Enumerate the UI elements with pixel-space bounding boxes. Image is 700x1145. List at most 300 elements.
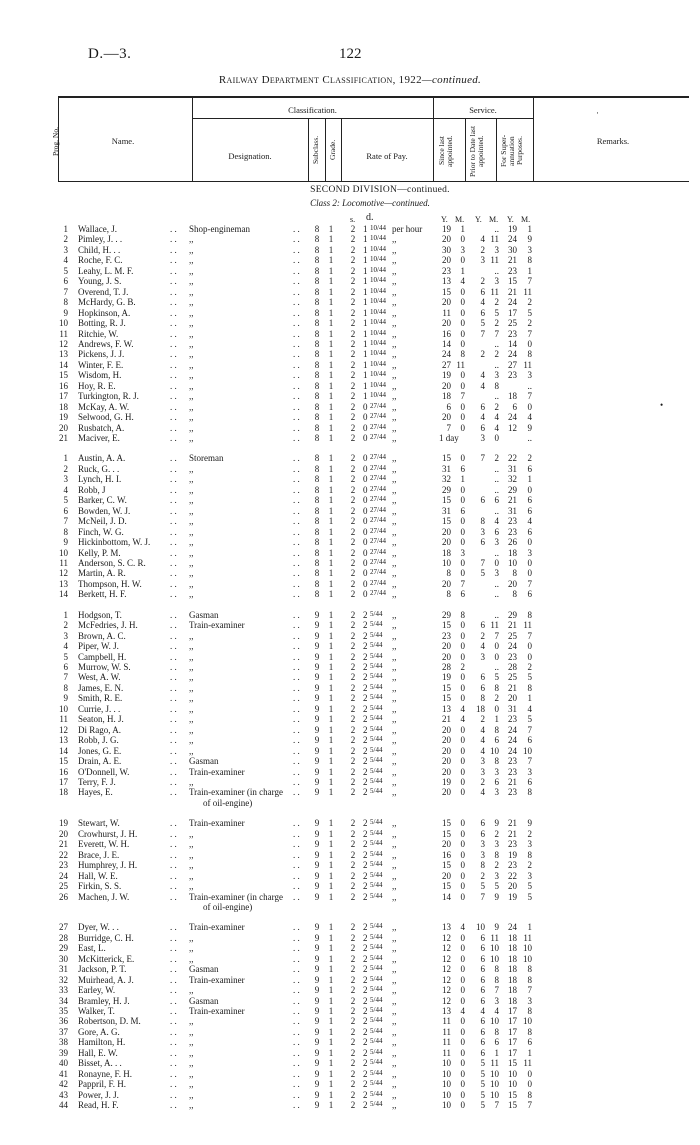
prior-years: 3	[480, 756, 485, 766]
rate-pence-fraction: 27/44	[370, 433, 386, 441]
since-last-years: 16	[442, 849, 451, 860]
prior-months: 3	[494, 766, 499, 777]
row-number: 40	[59, 1058, 68, 1069]
employee-name: Young, J. S.	[78, 276, 122, 287]
prior-years: 7	[480, 453, 485, 464]
rate-pence-fraction: 10/44	[370, 297, 386, 306]
prior-months: ..	[494, 484, 499, 495]
employee-name: Wallace, J.	[78, 224, 118, 234]
subclass: 8	[314, 224, 320, 234]
table-row	[0, 975, 700, 986]
designation: ,,	[189, 463, 194, 474]
leader-dots: . .	[170, 286, 177, 297]
since-last-months: 0	[460, 682, 465, 693]
rate-shillings: 2	[350, 578, 356, 589]
since-last-months: 0	[460, 495, 465, 506]
super-months: 6	[527, 1037, 532, 1048]
employee-name: Roche, F. C.	[78, 255, 123, 266]
rate-period: ,,	[392, 651, 397, 662]
subclass: 9	[314, 953, 320, 964]
prior-years: 7	[480, 328, 485, 339]
row-number: 30	[59, 953, 68, 964]
rate-pence: 0	[363, 412, 368, 423]
table-row	[0, 234, 700, 245]
row-number: 9	[63, 693, 68, 704]
leader-dots: . .	[170, 839, 177, 850]
super-months: 7	[527, 276, 532, 287]
employee-name: Crowhurst, J. H.	[78, 828, 138, 839]
rate-period: ,,	[392, 974, 397, 985]
leader-dots: . .	[170, 401, 177, 412]
rate-pence-fraction: 5/44	[370, 891, 383, 900]
table-row	[0, 892, 700, 903]
grade: 1	[328, 1089, 334, 1100]
rate-period: ,,	[392, 349, 397, 360]
designation: ,,	[189, 370, 194, 381]
rate-period: ,,	[392, 860, 397, 871]
since-last-years: 19	[442, 672, 451, 683]
since-last-months: 4	[460, 703, 465, 714]
rate-shillings: 2	[350, 735, 356, 746]
since-last-months: 0	[460, 1026, 465, 1037]
rate-shillings: 2	[350, 974, 356, 985]
designation: Train-examiner	[189, 620, 245, 631]
super-years: 24	[508, 735, 517, 746]
rate-shillings: 2	[350, 1037, 356, 1048]
prior-years: 6	[480, 286, 485, 297]
rate-pence: 2	[363, 995, 368, 1006]
table-row	[0, 349, 700, 360]
super-months: ..	[527, 433, 532, 443]
since-last-years: 10	[442, 1068, 451, 1079]
leader-dots: . .	[293, 891, 300, 902]
since-last-years: 20	[442, 756, 451, 766]
table-row	[0, 1037, 700, 1048]
grade: 1	[328, 682, 334, 693]
row-number: 3	[63, 630, 68, 641]
super-months: 5	[527, 307, 532, 318]
row-number: 10	[59, 703, 68, 714]
row-number: 14	[59, 745, 68, 756]
super-months: 4	[527, 516, 532, 527]
super-months: 7	[527, 578, 532, 589]
rate-pence-fraction: 5/44	[370, 766, 383, 775]
leader-dots: . .	[170, 1006, 177, 1016]
since-last-years: 20	[442, 870, 451, 881]
since-last-months: 0	[460, 339, 465, 349]
super-years: 21	[508, 828, 517, 839]
leader-dots: . .	[170, 1058, 177, 1069]
designation-continued: of oil-engine)	[203, 901, 253, 912]
rate-shillings: 2	[350, 724, 356, 735]
leader-dots: . .	[293, 318, 300, 329]
leader-dots: . .	[293, 714, 300, 725]
table-row	[0, 787, 700, 798]
leader-dots: . .	[170, 391, 177, 402]
employee-name: Walker, T.	[78, 1006, 115, 1016]
designation: ,,	[189, 1037, 194, 1048]
row-number: 7	[63, 286, 68, 297]
since-last-years: 20	[442, 787, 451, 798]
leader-dots: . .	[293, 995, 300, 1006]
rate-shillings: 2	[350, 359, 356, 370]
super-years: 18	[508, 974, 517, 985]
rate-shillings: 2	[350, 568, 356, 579]
rate-pence: 0	[363, 526, 368, 537]
subclass: 8	[314, 244, 320, 255]
designation: ,,	[189, 412, 194, 423]
rate-pence-fraction: 5/44	[370, 1079, 383, 1088]
col-subclass: Subclass.	[311, 135, 320, 165]
leader-dots: . .	[170, 380, 177, 391]
prior-years: 6	[480, 985, 485, 996]
rate-pence-fraction: 27/44	[370, 474, 386, 483]
prior-months: 3	[494, 870, 499, 881]
col-remarks: Remarks.	[596, 136, 630, 146]
grade: 1	[328, 703, 334, 714]
row-number: 5	[63, 651, 68, 662]
rate-period: ,,	[392, 578, 397, 589]
row-number: 20	[59, 828, 68, 839]
grade: 1	[328, 766, 334, 777]
super-months: 10	[523, 953, 532, 964]
rate-pence: 0	[363, 568, 368, 579]
rate-pence-fraction: 27/44	[370, 578, 386, 587]
rate-pence-fraction: 5/44	[370, 662, 383, 670]
prior-months: ..	[494, 578, 499, 589]
prior-months: 2	[494, 318, 499, 329]
rate-pence-fraction: 5/44	[370, 1058, 383, 1067]
leader-dots: . .	[170, 703, 177, 714]
rate-pence-fraction: 5/44	[370, 922, 383, 931]
since-last-years: 6	[446, 401, 451, 412]
since-last-months: 0	[460, 1037, 465, 1048]
rate-pence: 2	[363, 682, 368, 693]
since-last-months: 0	[460, 526, 465, 537]
row-number: 21	[59, 433, 68, 443]
row-number: 4	[63, 255, 68, 266]
rate-pence-fraction: 27/44	[370, 484, 386, 493]
rate-pence-fraction: 10/44	[370, 318, 386, 327]
super-years: 23	[508, 516, 517, 527]
table-row	[0, 881, 700, 892]
rate-pence-fraction: 5/44	[370, 787, 383, 796]
table-row	[0, 360, 700, 371]
rate-pence: 2	[363, 964, 368, 975]
rate-shillings: 2	[350, 985, 356, 996]
grade: 1	[328, 359, 334, 370]
grade: 1	[328, 974, 334, 985]
employee-name: Andrews, F. W.	[78, 339, 134, 349]
grade: 1	[328, 1100, 334, 1110]
since-last-months: 0	[460, 787, 465, 798]
since-last-years: 12	[442, 953, 451, 964]
subclass: 9	[314, 756, 320, 766]
row-number: 8	[63, 526, 68, 537]
employee-name: Machen, J. W.	[78, 891, 130, 902]
super-years: 23	[508, 265, 517, 276]
leader-dots: . .	[170, 526, 177, 537]
rate-pence: 0	[363, 495, 368, 506]
row-number: 7	[63, 672, 68, 683]
since-last-months: 7	[460, 391, 465, 402]
subclass: 8	[314, 276, 320, 287]
prior-years: 5	[480, 1100, 485, 1110]
rate-period: ,,	[392, 1006, 397, 1016]
since-last-months: 11	[456, 359, 465, 370]
employee-name: Finch, W. G.	[78, 526, 124, 537]
rate-period: ,,	[392, 265, 397, 276]
super-months: 1	[527, 693, 532, 704]
prior-years: 6	[480, 1037, 485, 1048]
subclass: 9	[314, 776, 320, 787]
since-last-months: 0	[460, 870, 465, 881]
leader-dots: . .	[170, 234, 177, 245]
leader-dots: . .	[170, 932, 177, 943]
rate-pence-fraction: 5/44	[370, 620, 383, 629]
since-last-months: 0	[460, 1047, 465, 1058]
rate-pence-fraction: 5/44	[370, 1016, 383, 1025]
grade: 1	[328, 922, 334, 933]
rate-pence: 2	[363, 756, 368, 766]
unit-months-3: M.	[521, 215, 531, 224]
prior-months: 5	[494, 672, 499, 683]
subclass: 9	[314, 651, 320, 662]
rate-period: ,,	[392, 839, 397, 850]
prior-years: 6	[480, 401, 485, 412]
leader-dots: . .	[170, 244, 177, 255]
leader-dots: . .	[170, 756, 177, 766]
table-row	[0, 683, 700, 694]
subclass: 9	[314, 735, 320, 746]
employee-name: Hall, W. E.	[78, 870, 118, 881]
row-number: 13	[59, 735, 68, 746]
since-last-months: 0	[460, 380, 465, 391]
table-row	[0, 620, 700, 631]
designation: ,,	[189, 318, 194, 329]
super-years: 21	[508, 495, 517, 506]
employee-name: Jones, G. E.	[78, 745, 122, 756]
since-last-years: 13	[442, 276, 451, 287]
rate-pence-fraction: 5/44	[370, 839, 383, 848]
leader-dots: . .	[293, 776, 300, 787]
rate-pence-fraction: 5/44	[370, 943, 383, 952]
col-classification: Classification.	[288, 105, 337, 115]
leader-dots: . .	[293, 1026, 300, 1037]
leader-dots: . .	[293, 818, 300, 829]
rate-shillings: 2	[350, 620, 356, 631]
rate-pence-fraction: 5/44	[370, 932, 383, 941]
grade: 1	[328, 391, 334, 402]
prior-years: 4	[480, 724, 485, 735]
rate-shillings: 2	[350, 484, 356, 495]
prior-years: 2	[480, 870, 485, 881]
rate-period: ,,	[392, 505, 397, 516]
subclass: 8	[314, 516, 320, 527]
leader-dots: . .	[170, 495, 177, 506]
grade: 1	[328, 630, 334, 641]
leader-dots: . .	[170, 849, 177, 860]
rate-pence: 1	[363, 276, 368, 287]
table-row	[0, 548, 700, 559]
grade: 1	[328, 1047, 334, 1058]
designation: Train-examiner	[189, 974, 245, 985]
rate-period: ,,	[392, 818, 397, 829]
leader-dots: . .	[293, 953, 300, 964]
since-last-years: 12	[442, 985, 451, 996]
since-last-years: 20	[442, 234, 451, 245]
rate-pence-fraction: 27/44	[370, 547, 386, 556]
super-months: 0	[527, 1079, 532, 1090]
leader-dots: . .	[293, 547, 300, 558]
designation: ,,	[189, 380, 194, 391]
subclass: 8	[314, 463, 320, 474]
table-row	[0, 255, 700, 266]
row-number: 25	[59, 881, 68, 891]
leader-dots: . .	[293, 1068, 300, 1079]
since-last-months: 0	[460, 641, 465, 652]
prior-months: 5	[494, 307, 499, 318]
grade: 1	[328, 255, 334, 266]
super-years: 21	[508, 286, 517, 297]
rate-pence-fraction: 5/44	[370, 735, 383, 744]
prior-months: 4	[494, 412, 499, 423]
since-last-months: 6	[460, 589, 465, 600]
employee-name: Wisdom, H.	[78, 370, 122, 381]
row-number: 5	[63, 495, 68, 506]
row-number: 18	[59, 401, 68, 412]
row-number: 39	[59, 1047, 68, 1058]
rate-period: ,,	[392, 495, 397, 506]
rate-pence-fraction: 5/44	[370, 724, 383, 733]
rate-pence-fraction: 5/44	[370, 1047, 383, 1056]
employee-name: Brace, J. E.	[78, 849, 120, 860]
rate-shillings: 2	[350, 682, 356, 693]
since-last-years: 11	[442, 1016, 451, 1027]
rate-pence: 2	[363, 672, 368, 683]
subclass: 8	[314, 359, 320, 370]
subclass: 9	[314, 1079, 320, 1090]
table-row	[0, 829, 700, 840]
designation: Train-examiner	[189, 1006, 245, 1016]
table-row	[0, 516, 700, 527]
leader-dots: . .	[293, 265, 300, 276]
prior-months: 9	[494, 818, 499, 829]
table-row	[0, 485, 700, 496]
since-last-years: 10	[442, 1089, 451, 1100]
since-last-months: 0	[460, 766, 465, 777]
rate-shillings: 2	[350, 463, 356, 474]
table-row	[0, 297, 700, 308]
since-last-years: 12	[442, 943, 451, 954]
rate-pence: 2	[363, 703, 368, 714]
leader-dots: . .	[170, 818, 177, 829]
rate-period: ,,	[392, 1026, 397, 1037]
rate-shillings: 2	[350, 891, 356, 902]
grade: 1	[328, 297, 334, 308]
subclass: 8	[314, 307, 320, 318]
super-years: 23	[508, 756, 517, 766]
prior-months: 8	[494, 964, 499, 975]
since-last-months: 0	[460, 537, 465, 547]
since-last-months: 0	[460, 881, 465, 891]
super-years: 12	[508, 422, 517, 433]
rate-shillings: 2	[350, 255, 356, 266]
super-years: 17	[508, 1016, 517, 1027]
subclass: 8	[314, 495, 320, 506]
grade: 1	[328, 870, 334, 881]
rate-pence-fraction: 5/44	[370, 609, 383, 618]
rate-pence: 0	[363, 463, 368, 474]
super-months: 10	[523, 1016, 532, 1027]
table-row	[0, 391, 700, 402]
since-last-years: 19	[442, 776, 451, 787]
since-last-months: 0	[460, 672, 465, 683]
rate-pence-fraction: 5/44	[370, 849, 383, 858]
rate-pence: 2	[363, 932, 368, 943]
subclass: 8	[314, 505, 320, 516]
rate-shillings: 2	[350, 422, 356, 433]
rate-pence: 1	[363, 234, 368, 245]
table-row	[0, 693, 700, 704]
super-years: 18	[508, 953, 517, 964]
designation: ,,	[189, 849, 194, 860]
rate-period: ,,	[392, 463, 397, 474]
since-last-months: 0	[460, 318, 465, 329]
grade: 1	[328, 714, 334, 725]
rate-shillings: 2	[350, 547, 356, 558]
grade: 1	[328, 828, 334, 839]
row-number: 21	[59, 839, 68, 850]
rate-pence-fraction: 5/44	[370, 995, 383, 1004]
leader-dots: . .	[170, 985, 177, 996]
rate-shillings: 2	[350, 453, 356, 464]
since-last-years: 15	[442, 682, 451, 693]
designation: ,,	[189, 1026, 194, 1037]
leader-dots: . .	[293, 370, 300, 381]
leader-dots: . .	[170, 328, 177, 339]
table-row	[0, 1058, 700, 1069]
designation: ,,	[189, 495, 194, 506]
leader-dots: . .	[170, 745, 177, 756]
leader-dots: . .	[170, 1016, 177, 1027]
prior-months: 8	[494, 380, 499, 391]
rate-pence: 0	[363, 401, 368, 412]
since-last-months: 1	[460, 265, 465, 276]
rate-period: ,,	[392, 276, 397, 287]
designation: ,,	[189, 881, 194, 891]
table-row	[0, 641, 700, 652]
super-months: 2	[527, 828, 532, 839]
super-months: 6	[527, 463, 532, 474]
since-last-months: 0	[460, 484, 465, 495]
leader-dots: . .	[170, 870, 177, 881]
rate-pence-fraction: 5/44	[370, 881, 383, 889]
since-last-years: 20	[442, 766, 451, 777]
employee-name: Jackson, P. T.	[78, 964, 127, 975]
prior-months: ..	[494, 391, 499, 402]
leader-dots: . .	[293, 453, 300, 464]
rate-shillings: 2	[350, 693, 356, 704]
prior-months: 3	[494, 787, 499, 798]
leader-dots: . .	[170, 224, 177, 234]
prior-months: 0	[494, 641, 499, 652]
table-row	[0, 381, 700, 392]
designation: Train-examiner	[189, 818, 245, 829]
rate-pence: 1	[363, 328, 368, 339]
rate-pence-fraction: 10/44	[370, 265, 386, 274]
rate-pence: 2	[363, 1100, 368, 1110]
